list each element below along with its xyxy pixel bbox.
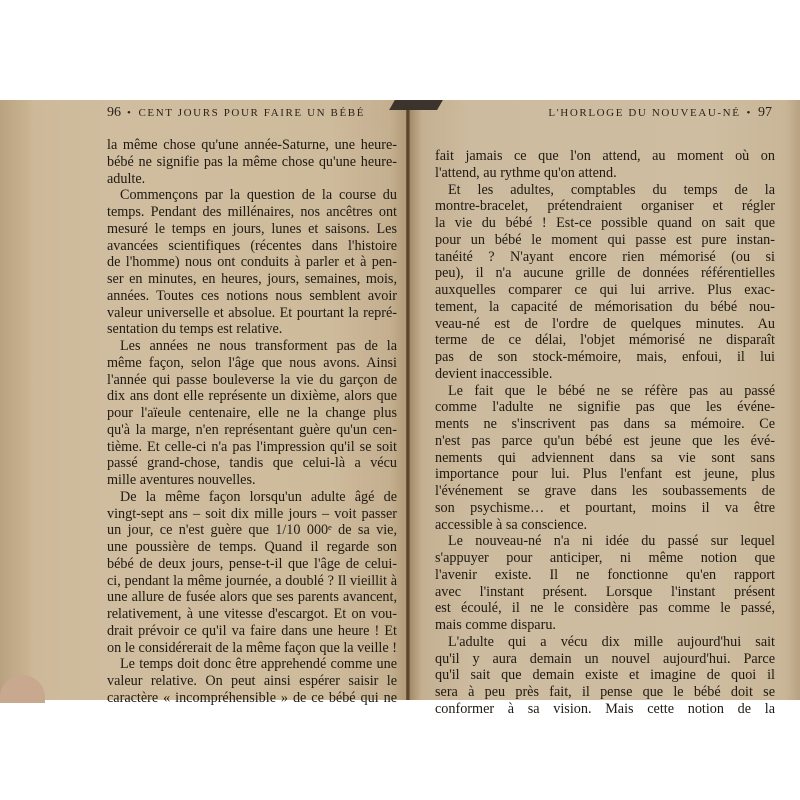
text-line: devient inaccessible. xyxy=(435,365,553,382)
text-line: Le nouveau-né n'a ni idée du passé sur lequel xyxy=(448,533,775,550)
text-line: son psychisme… et pourtant, moins il va être xyxy=(435,499,775,516)
text-line: veau-né est de l'ordre de quelques minutes. Au xyxy=(435,315,775,332)
text-line: on le considérerait de la même façon que la veille ! xyxy=(107,639,397,656)
text-line: valeur relative. On peut ainsi espérer saisir le xyxy=(107,673,397,689)
text-line: de l'homme) nous ont conduits à parler et à pen- xyxy=(107,254,397,271)
text-line: peu), il n'a aucune grille de données référentielles xyxy=(435,265,775,282)
text-line: Commençons par la question de la course du xyxy=(120,187,397,204)
text-line: l'événement se grave dans les soubassements de xyxy=(435,483,775,499)
text-line: n'est pas parce qu'un bébé est jeune que les évé- xyxy=(435,432,775,449)
text-line: Le temps doit donc être apprehendé comme une xyxy=(120,656,397,673)
spine-shadow xyxy=(389,100,443,110)
text-line: dix ans dont elle représente un dixième, alors que xyxy=(107,388,397,405)
text-line: même façon, selon l'âge que nous avons. Ainsi xyxy=(107,354,397,371)
text-line: ser en minutes, en heures, jours, semaines, mois, xyxy=(107,271,397,287)
left-running-head xyxy=(107,105,365,121)
text-line: sera à peu près fait, il pense que le bébé doit se xyxy=(435,684,775,700)
text-line: qu'il sait que demain existe et imagine de quoi il xyxy=(435,667,775,684)
text-line: Et les adultes, comptables du temps de la xyxy=(448,181,775,198)
text-line: pour l'aïeule centenaire, elle ne la change plus xyxy=(107,405,397,421)
text-line: bébé de deux jours, pense-t-il que l'âge de celui- xyxy=(107,555,397,572)
text-line: tanéité ? N'ayant encore rien mémorisé (ou si xyxy=(435,248,775,265)
text-line: mesuré le temps en jours, lunes et saisons. Les xyxy=(107,220,397,237)
bullet-separator: • xyxy=(746,107,752,119)
text-line: De la même façon lorsqu'un adulte âgé de xyxy=(120,488,397,505)
text-line: valeur universelle et absolue. Et pourtant la repré- xyxy=(107,304,397,321)
text-line: ments ne s'inscrivent pas dans sa mémoire. Ce xyxy=(435,416,775,432)
bullet-separator: • xyxy=(127,107,133,119)
right-running-head xyxy=(548,105,772,121)
text-line: tement, la capacité de mémorisation du bébé nou- xyxy=(435,298,775,315)
right-page-number: 97 xyxy=(758,105,772,120)
text-line: l'attend, au rythme qu'on attend. xyxy=(435,164,617,181)
text-line: vingt-sept ans – soit dix mille jours – voit passer xyxy=(107,505,397,522)
text-line: terme de ce délai, l'objet mémorisé ne disparaît xyxy=(435,332,775,349)
text-line: mille aventures nouvelles. xyxy=(107,472,256,488)
text-line: montre-bracelet, prétendraient organiser et régler xyxy=(435,198,775,215)
thumb-holding-page xyxy=(0,675,45,703)
text-line: ci, pendant la même journée, a doublé ? Il vieillit à xyxy=(107,572,397,589)
text-line: adulte. xyxy=(107,170,146,187)
text-line: s'appuyer pour anticiper, ni même notion que xyxy=(435,550,775,566)
text-line: avancées scientifiques (récentes dans l'histoire xyxy=(107,237,397,254)
open-book xyxy=(0,100,800,717)
book-gutter xyxy=(406,100,410,700)
text-line: une poussière de temps. Quand il regarde son xyxy=(107,539,397,555)
text-line: L'adulte qui a vécu dix mille aujourd'hui sait xyxy=(448,633,775,650)
text-line: importance pour lui. Plus l'enfant est jeune, plus xyxy=(435,466,775,483)
text-line: sentation du temps est relative. xyxy=(107,321,283,338)
text-line: drait prévoir ce qu'il va faire dans une heure ! Et xyxy=(107,622,397,639)
right-page xyxy=(410,100,800,717)
text-line: un jour, ce n'est guère que 1/10 000ᵉ de sa vie, xyxy=(107,522,397,539)
right-running-title: L'HORLOGE DU NOUVEAU-NÉ xyxy=(548,107,741,119)
text-line: tième. Et celle-ci n'a pas l'impression qu'il se soit xyxy=(107,438,397,455)
text-line: passé grand-chose, tandis que celui-là a vécu xyxy=(107,455,397,472)
text-line: années. Toutes ces notions nous semblent avoir xyxy=(107,287,397,304)
text-line: qu'à la marge, n'en représentant guère qu'un cen- xyxy=(107,421,397,438)
text-line: relativement, à une vitesse d'escargot. Et on vou- xyxy=(107,606,397,622)
text-line: avec l'instant présent. Lorsque l'instant présent xyxy=(435,583,775,600)
text-line: qu'il y aura demain un nouvel aujourd'hui. Parce xyxy=(435,650,775,667)
text-line: nements qui adviennent dans sa vie sont sans xyxy=(435,449,775,466)
text-line: Le fait que le bébé ne se réfère pas au passé xyxy=(448,382,775,399)
text-line: Les années ne nous transforment pas de la xyxy=(120,338,397,354)
text-line: auxquelles comparer ce qui lui arrive. Plus exac- xyxy=(435,282,775,298)
text-line: une allure de fusée alors que ses parents avancent, xyxy=(107,589,397,606)
text-line: l'année qui passe bouleverse la vie du garçon de xyxy=(107,371,397,388)
text-line: mais comme disparu. xyxy=(435,617,556,633)
left-running-title: CENT JOURS POUR FAIRE UN BÉBÉ xyxy=(138,107,366,119)
left-page-body xyxy=(107,137,397,707)
text-line: caractère « incompréhensible » de ce bébé qui ne xyxy=(107,689,397,706)
text-line: la même chose qu'une année-Saturne, une heure- xyxy=(107,137,397,153)
text-line: comme l'adulte ne signifie pas que les événe- xyxy=(435,399,775,416)
text-line: temps. Pendant des millénaires, nos ancêtres ont xyxy=(107,204,397,220)
text-line: conformer à sa vision. Mais cette notion de la xyxy=(435,700,775,717)
text-line: fait jamais ce que l'on attend, au moment où on xyxy=(435,148,775,164)
right-page-body xyxy=(435,148,775,718)
text-line: est écoulé, il ne le considère pas comme le passé, xyxy=(435,600,775,617)
text-line: pour un bébé le moment qui passe est pure instan- xyxy=(435,231,775,248)
text-line: accessible à sa conscience. xyxy=(435,516,588,533)
left-page xyxy=(0,100,408,706)
text-line: pas de son stock-mémoire, mais, enfoui, il lui xyxy=(435,349,775,365)
text-line: la vie du bébé ! Est-ce possible quand on sait que xyxy=(435,215,775,231)
left-page-number: 96 xyxy=(107,105,121,120)
text-line: bébé ne signifie pas la même chose qu'une heure- xyxy=(107,153,397,170)
text-line: l'avenir existe. Il ne fonctionne qu'en rapport xyxy=(435,566,775,583)
